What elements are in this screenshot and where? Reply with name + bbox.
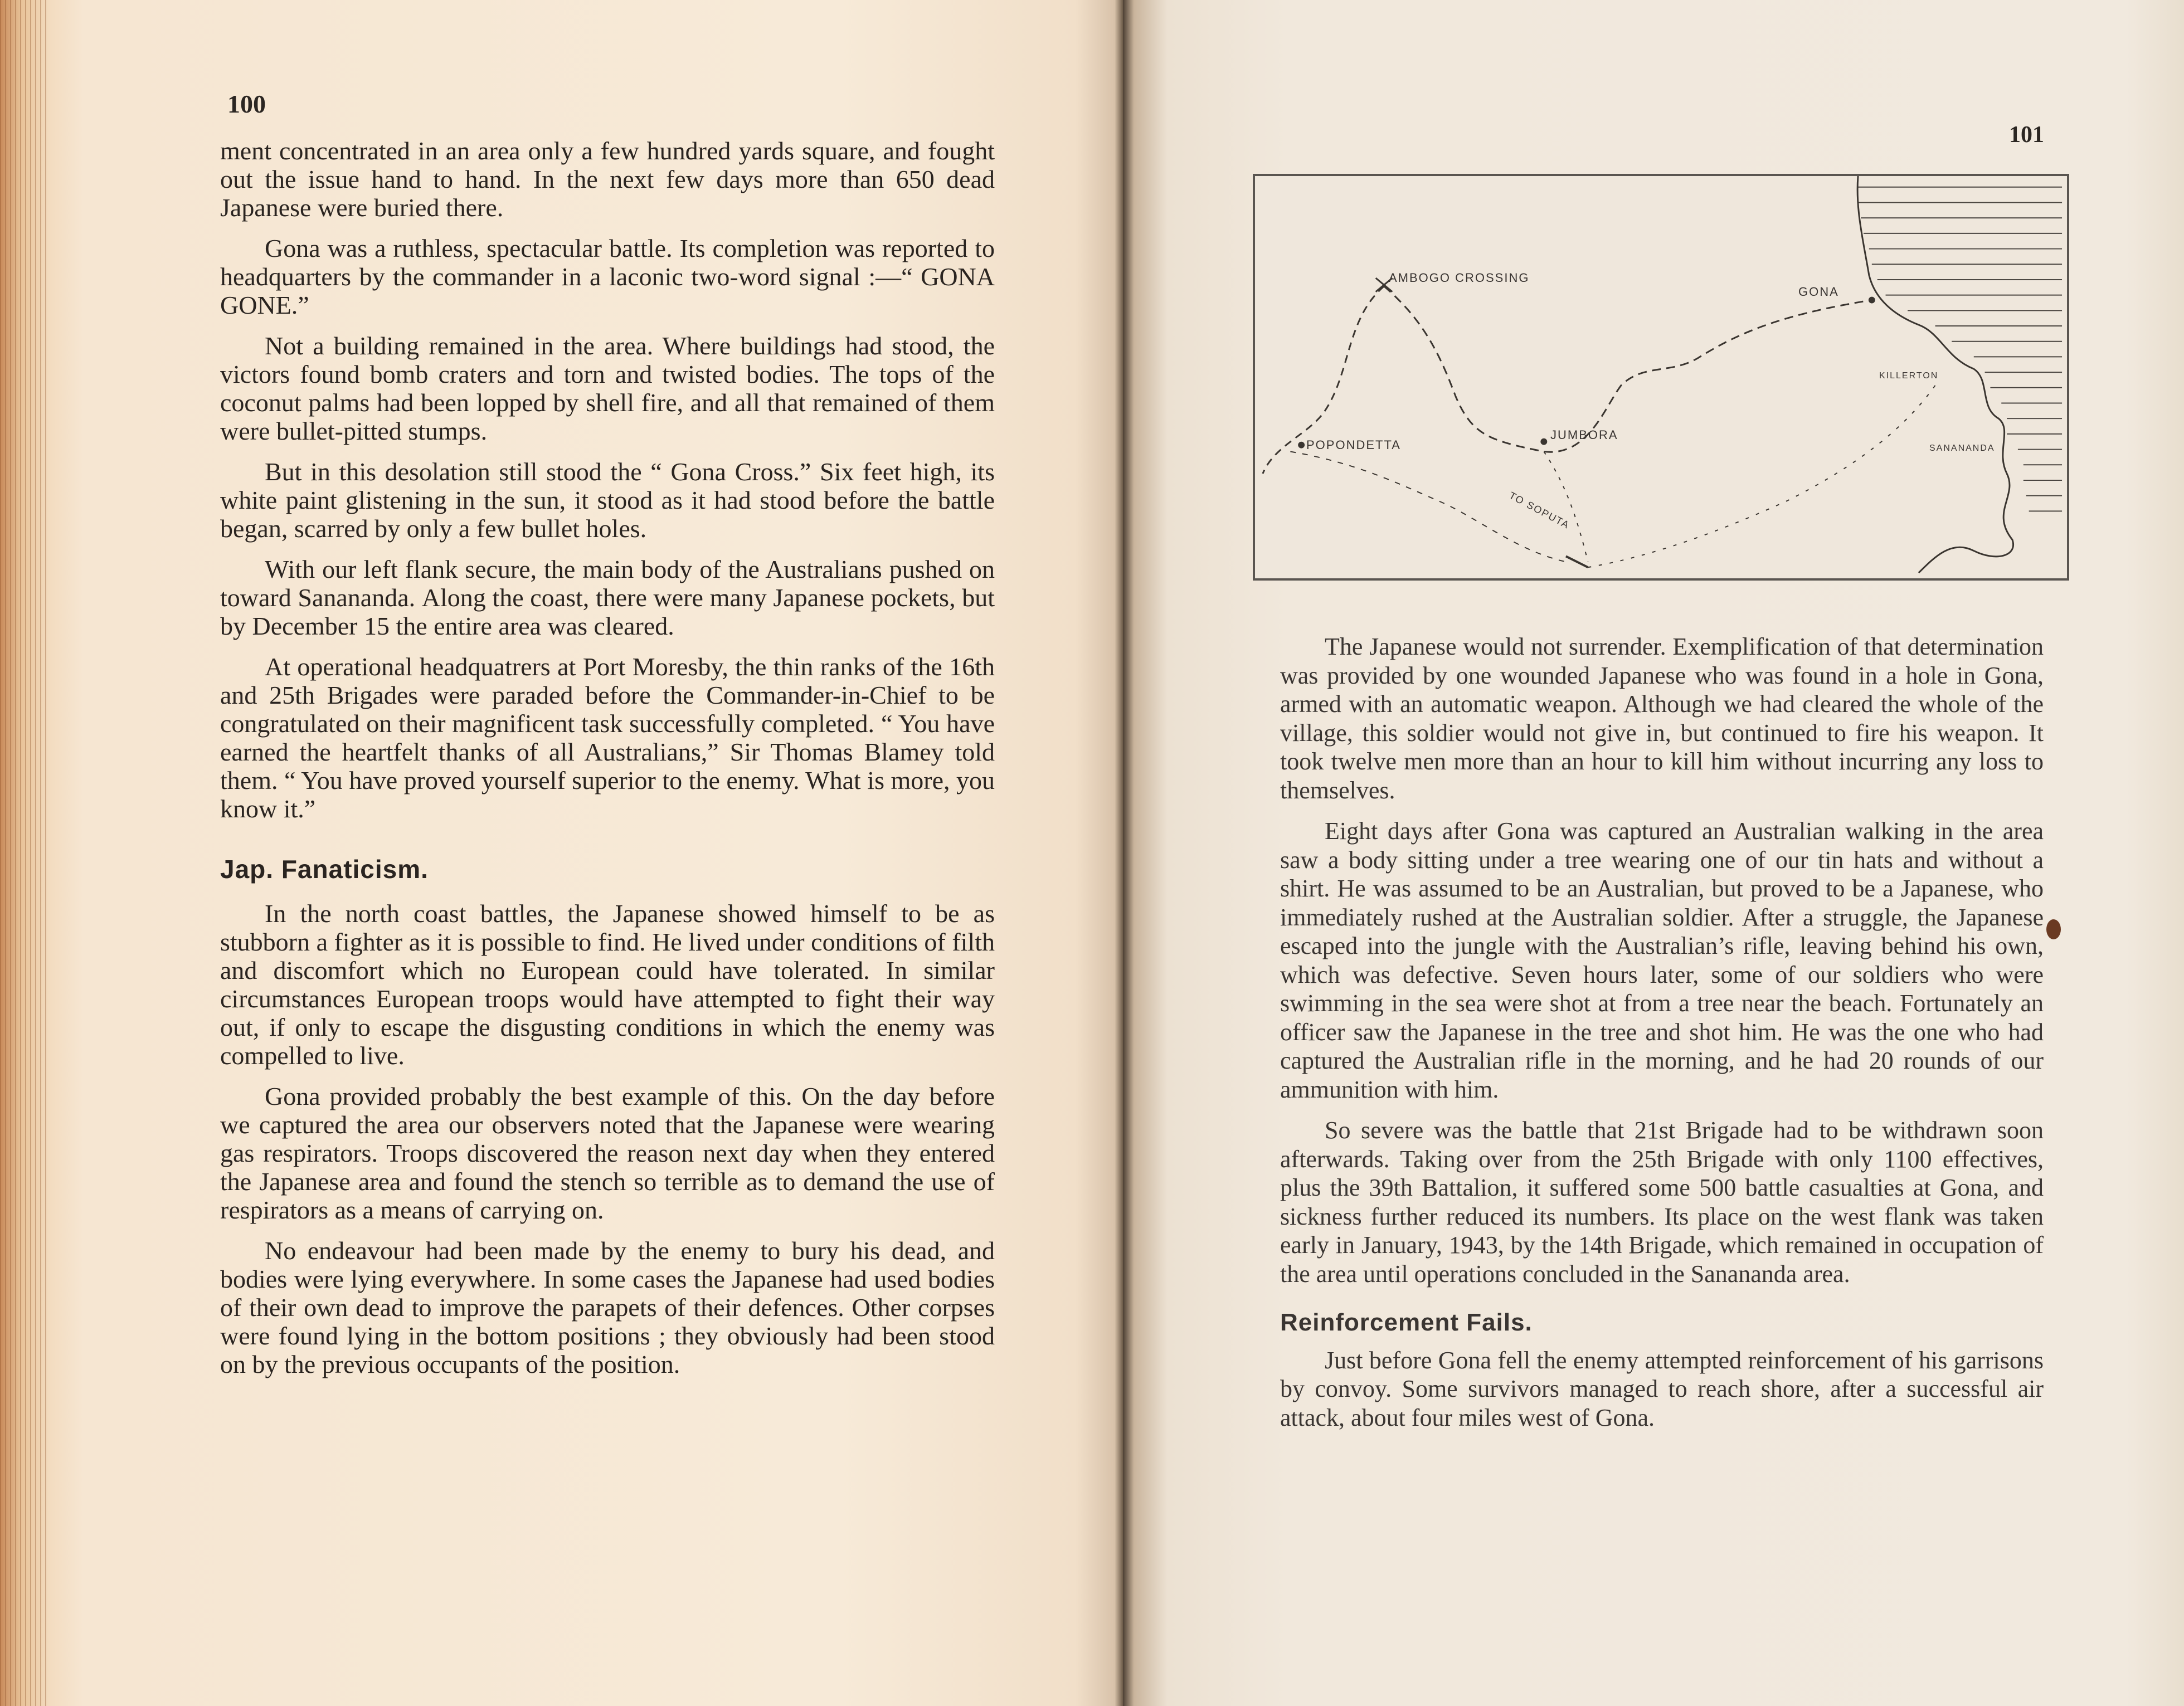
paragraph: ment concentrated in an area only a few hundred yards square, and fought out the issue hand to hand. In the next few days more than 650 dead Japanese were buried there.: [220, 137, 995, 222]
left-text-column: [220, 137, 995, 1391]
paragraph: Gona was a ruthless, spectacular battle. Its completion was reported to headquarters by the commander in a laconic two-word signal :—“ GONA GONE.”: [220, 234, 995, 319]
paragraph: Eight days after Gona was captured an Australian walking in the area saw a body sitting under a tree wearing one of our tin hats and without a shirt. He was assumed to be an Australian, but proved to be a Japanese, who immediately rushed at the Australian soldier. After a struggle, the Japanese escaped into the jungle with the Australian’s rifle, leaving behind his own, which was defective. Seven hours later, some of our soldiers who were swimming in the sea were shot at from a tree near the beach. Fortunately an officer saw the Japanese in the tree and shot him. He was the one who had captured the Australian rifle in the morning, and he had 20 rounds of our ammunition with him.: [1280, 817, 2044, 1103]
ink-stain: [2046, 919, 2061, 939]
map-label-ambogo: AMBOGO CROSSING: [1389, 271, 1530, 285]
paragraph: In the north coast battles, the Japanese showed himself to be as stubborn a fighter as it is possible to find. He lived under conditions of filth and discomfort which no European could have tolerated. In similar circumstances European troops would have attempted to fight their way out, if only to escape the disgusting conditions in which the enemy was compelled to live.: [220, 899, 995, 1070]
map-label-gona: GONA: [1798, 285, 1839, 299]
section-heading: Jap. Fanaticism.: [220, 855, 429, 884]
paragraph: But in this desolation still stood the “ Gona Cross.” Six feet high, its white paint glistening in the sun, it stood as it had stood before the battle began, scarred by only a few bullet holes.: [220, 457, 995, 543]
page-number-left: 100: [227, 90, 266, 118]
right-text-column: [1280, 632, 2044, 1444]
battle-map: [1253, 174, 2069, 581]
map-label-soputa: TO SOPUTA: [1507, 489, 1572, 532]
page-number-right: 101: [2009, 122, 2044, 148]
map-drawing: [1255, 176, 2067, 578]
paragraph: Not a building remained in the area. Where buildings had stood, the victors found bomb craters and torn and twisted bodies. The tops of the coconut palms had been lopped by shell fire, and all that remained of them were bullet-pitted stumps.: [220, 332, 995, 445]
paragraph: Just before Gona fell the enemy attempted reinforcement of his garrisons by convoy. Some survivors managed to reach shore, after a successful air attack, about four miles west of Gona.: [1280, 1346, 2044, 1431]
paragraph: No endeavour had been made by the enemy to bury his dead, and bodies were lying everywhere. In some cases the Japanese had used bodies of their own dead to improve the parapets of their defences. Other corpses were found lying in the bottom positions ; they obviously had been stood on by the previous occupants of the position.: [220, 1236, 995, 1378]
section-heading: Reinforcement Fails.: [1280, 1309, 1533, 1336]
map-label-jumbora: JUMBORA: [1550, 428, 1618, 442]
paragraph: Gona provided probably the best example of this. On the day before we captured the area our observers noted that the Japanese were wearing gas respirators. Troops discovered the reason next day when they entered the Japanese area and found the stench so terrible as to demand the use of respirators as a means of carrying on.: [220, 1082, 995, 1224]
map-label-popondetta: POPONDETTA: [1306, 438, 1401, 452]
page-edge: [0, 0, 50, 1706]
paragraph: The Japanese would not surrender. Exemplification of that determination was provided by one wounded Japanese who was found in a hole in Gona, armed with an automatic weapon. Although we had cleared the whole of the village, this soldier would not give in, but continued to fire his weapon. It took twelve men more than an hour to kill him without incurring any loss to themselves.: [1280, 633, 2044, 804]
paragraph: So severe was the battle that 21st Brigade had to be withdrawn soon afterwards. Taking over from the 25th Brigade with only 1100 effectives, plus the 39th Battalion, it suffered some 500 battle casualties at Gona, and sickness further reduced its numbers. Its place on the west flank was taken early in January, 1943, by the 14th Brigade, which remained in occupation of the area until operations concluded in the Sanananda area.: [1280, 1117, 2044, 1288]
paragraph: With our left flank secure, the main body of the Australians pushed on toward Sananandа. Along the coast, there were many Japanese pockets, but by December 15 the entire area was cleared.: [220, 555, 995, 640]
map-label-killerton: KILLERTON: [1879, 371, 1939, 381]
paragraph: At operational headquatrers at Port Moresby, the thin ranks of the 16th and 25th Brigades were paraded before the Commander-in-Chief to be congratulated on their magnificent task successfully completed. “ You have earned the heartfelt thanks of all Australians,” Sir Thomas Blamey told them. “ You have proved yourself superior to the enemy. What is more, you know it.”: [220, 652, 995, 823]
map-label-sanananda: SANANANDA: [1929, 443, 1995, 453]
